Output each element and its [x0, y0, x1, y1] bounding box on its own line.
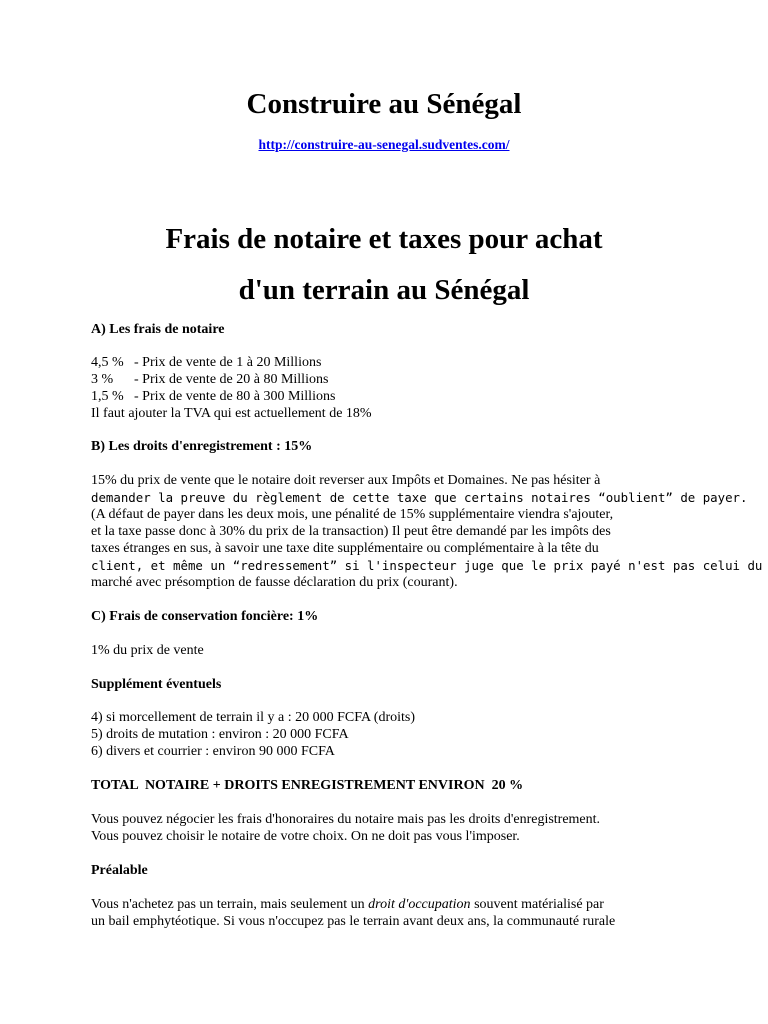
paragraph-line: marché avec présomption de fausse déclaration du prix (courant). — [91, 575, 458, 590]
rate-text: - Prix de vente de 20 à 80 Millions — [134, 372, 329, 387]
prealable-heading: Préalable — [91, 863, 148, 878]
paragraph-line: Vous n'achetez pas un terrain, mais seulement un droit d'occupation souvent matérialisé par — [91, 897, 604, 912]
supplements-heading: Supplément éventuels — [91, 677, 222, 692]
rate-text: - Prix de vente de 80 à 300 Millions — [134, 389, 336, 404]
document-title-line-2: d'un terrain au Sénégal — [238, 274, 530, 306]
site-title: Construire au Sénégal — [246, 88, 522, 120]
paragraph-line: (A défaut de payer dans les deux mois, une pénalité de 15% supplémentaire viendra s'ajouter, — [91, 507, 614, 522]
section-a-rates — [91, 354, 691, 422]
prealable-text — [91, 896, 691, 930]
section-c-text: 1% du prix de vente — [91, 643, 204, 658]
rate-percent: 3 % — [91, 372, 114, 387]
section-a-heading: A) Les frais de notaire — [91, 322, 225, 337]
section-b-text — [91, 472, 763, 591]
paragraph-line: 15% du prix de vente que le notaire doit reverser aux Impôts et Domaines. Ne pas hésiter à — [91, 473, 601, 488]
paragraph-line: Vous pouvez négocier les frais d'honoraires du notaire mais pas les droits d'enregistrement. — [91, 812, 601, 827]
total-line: TOTAL NOTAIRE + DROITS ENREGISTREMENT ENVIRON 20 % — [91, 778, 524, 793]
document-title-line-1: Frais de notaire et taxes pour achat — [165, 223, 603, 255]
rate-row — [91, 354, 691, 371]
italic-term: droit d'occupation — [368, 897, 471, 912]
rate-text: - Prix de vente de 1 à 20 Millions — [134, 355, 322, 370]
paragraph-line: demander la preuve du règlement de cette taxe que certains notaires “oublient” de payer. — [91, 490, 748, 505]
list-item: 6) divers et courrier : environ 90 000 FCFA — [91, 744, 335, 759]
list-item: 5) droits de mutation : environ : 20 000 FCFA — [91, 727, 349, 742]
paragraph-line: et la taxe passe donc à 30% du prix de la transaction) Il peut être demandé par les impôts des — [91, 524, 611, 539]
paragraph-line: client, et même un “redressement” si l'inspecteur juge que le prix payé n'est pas celui du — [91, 558, 763, 573]
tva-note: Il faut ajouter la TVA qui est actuellement de 18% — [91, 406, 372, 421]
section-b-heading: B) Les droits d'enregistrement : 15% — [91, 439, 313, 454]
supplements-list — [91, 709, 691, 760]
paragraph-line: taxes étranges en sus, à savoir une taxe dite supplémentaire ou complémentaire à la tête du — [91, 541, 599, 556]
paragraph-line: un bail emphytéotique. Si vous n'occupez pas le terrain avant deux ans, la communauté rurale — [91, 914, 616, 929]
paragraph-line: Vous pouvez choisir le notaire de votre choix. On ne doit pas vous l'imposer. — [91, 829, 520, 844]
site-url — [0, 136, 768, 153]
rate-row — [91, 371, 691, 388]
rate-row — [91, 388, 691, 405]
section-c-heading: C) Frais de conservation foncière: 1% — [91, 609, 319, 624]
rate-percent: 4,5 % — [91, 355, 124, 370]
list-item: 4) si morcellement de terrain il y a : 20 000 FCFA (droits) — [91, 710, 416, 725]
negotiation-text — [91, 811, 691, 845]
site-url-link[interactable]: http://construire-au-senegal.sudventes.com/ — [258, 137, 510, 152]
rate-percent: 1,5 % — [91, 389, 124, 404]
